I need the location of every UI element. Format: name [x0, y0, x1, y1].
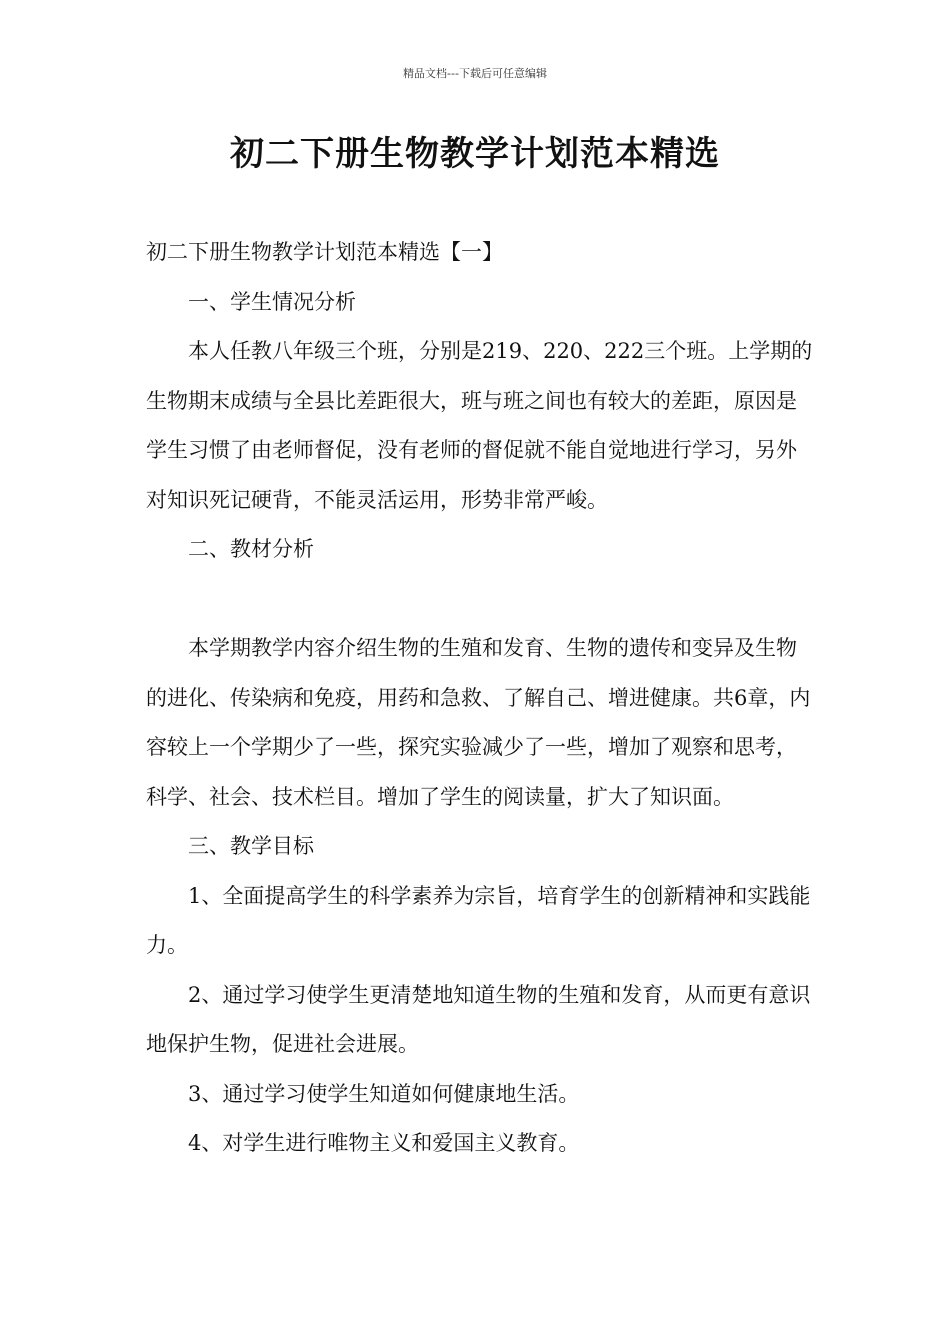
paragraph-textbook-analysis: 本学期教学内容介绍生物的生殖和发育、生物的遗传和变异及生物的进化、传染病和免疫，用药和急救、了解自己、增进健康。共6章，内容较上一个学期少了一些，探究实验减少了一些，增加了观察和思考，科学、社会、技术栏目。增加了学生的阅读量，扩大了知识面。 — [146, 636, 811, 809]
page-header: 精品文档---下载后可任意编辑 — [403, 67, 547, 80]
goal-item: 4、对学生进行唯物主义和爱国主义教育。 — [188, 1131, 580, 1155]
goal-item: 3、通过学习使学生知道如何健康地生活。 — [188, 1081, 580, 1106]
goal-item: 2、通过学习使学生更清楚地知道生物的生殖和发育，从而更有意识地保护生物，促进社会进展。 — [146, 982, 811, 1056]
goal-item: 1、全面提高学生的科学素养为宗旨，培育学生的创新精神和实践能力。 — [146, 883, 811, 957]
document-body — [146, 228, 814, 1169]
document-subtitle: 初二下册生物教学计划范本精选【一】 — [146, 240, 503, 264]
section-heading-textbook-analysis: 二、教材分析 — [188, 537, 314, 561]
section-heading-student-analysis: 一、学生情况分析 — [188, 289, 356, 314]
section-heading-teaching-goals: 三、教学目标 — [188, 834, 314, 858]
document-title: 初二下册生物教学计划范本精选 — [230, 134, 720, 174]
blank-line — [146, 575, 814, 625]
paragraph-student-analysis: 本人任教八年级三个班，分别是219、220、222三个班。上学期的生物期末成绩与全县比差距很大，班与班之间也有较大的差距，原因是学生习惯了由老师督促，没有老师的督促就不能自觉地进行学习，另外对知识死记硬背，不能灵活运用，形势非常严峻。 — [146, 339, 813, 512]
